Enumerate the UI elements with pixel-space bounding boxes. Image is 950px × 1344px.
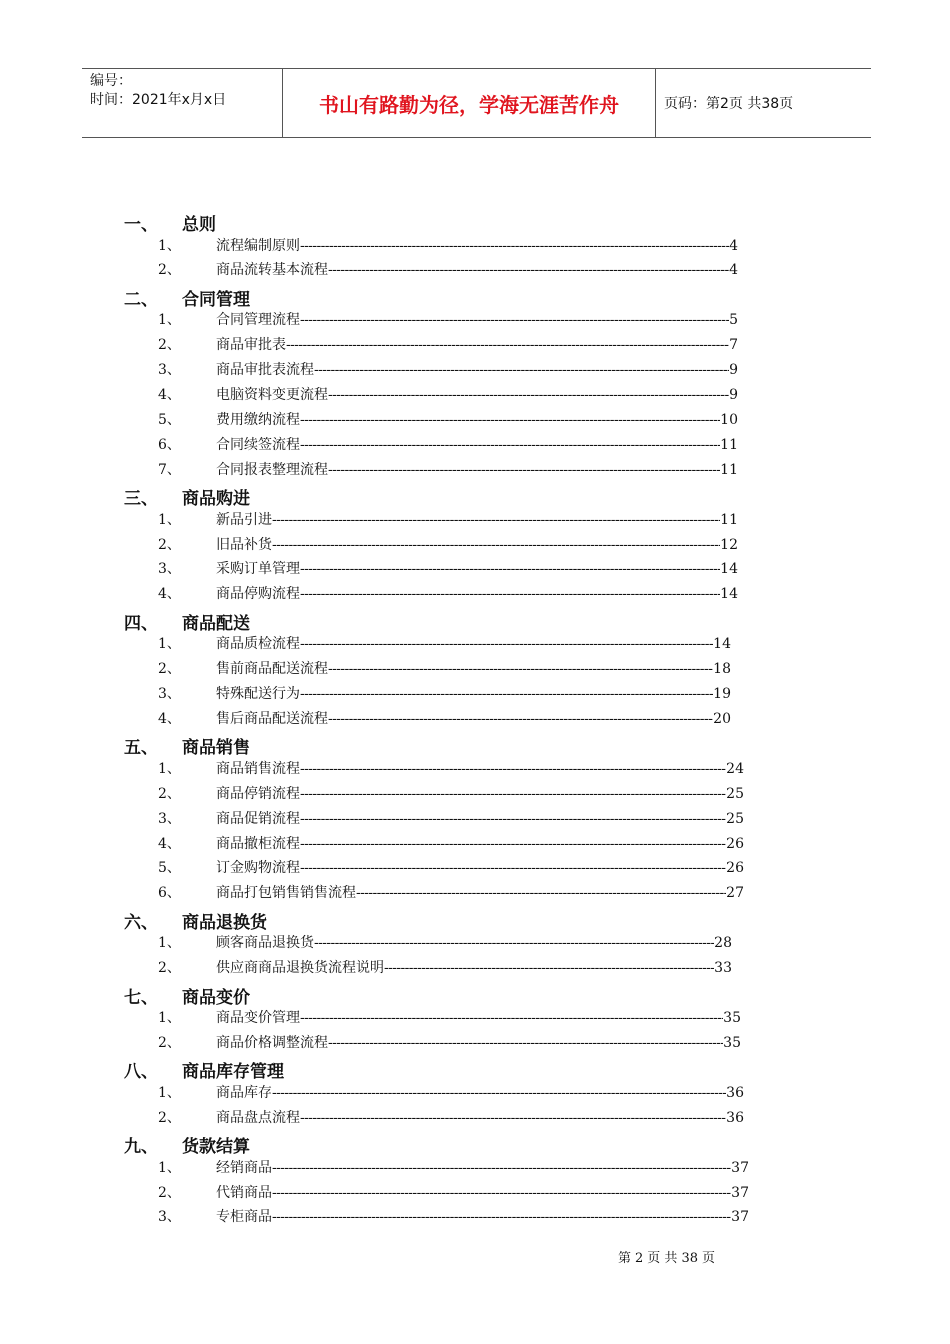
entry-page-number: 27 bbox=[726, 885, 744, 902]
entry-label: 合同报表整理流程 bbox=[216, 461, 328, 478]
entry-page-number: 14 bbox=[720, 561, 738, 578]
entry-page-number: 33 bbox=[714, 960, 732, 977]
entry-page-number: 19 bbox=[713, 686, 731, 702]
entry-label: 售后商品配送流程 bbox=[216, 710, 328, 727]
entry-number: 2、 bbox=[158, 1184, 181, 1201]
section-number: 六、 bbox=[124, 912, 158, 933]
dot-leader bbox=[300, 858, 726, 878]
entry-label: 售前商品配送流程 bbox=[216, 661, 328, 678]
time-label: 时间：2021年x月x日 bbox=[90, 92, 227, 108]
entry-page-number: 37 bbox=[731, 1184, 749, 1201]
entry-page-number: 4 bbox=[729, 262, 738, 279]
entry-number: 1、 bbox=[158, 760, 181, 777]
entry-page-number: 26 bbox=[726, 835, 744, 852]
entry-page-number: 28 bbox=[714, 935, 732, 952]
entry-page-number: 35 bbox=[723, 1034, 741, 1051]
entry-number: 3、 bbox=[158, 1209, 181, 1226]
entry-label: 商品审批表 bbox=[216, 337, 286, 354]
dot-leader bbox=[300, 236, 729, 256]
entry-number: 3、 bbox=[158, 686, 181, 702]
entry-label: 商品价格调整流程 bbox=[216, 1034, 328, 1051]
dot-leader bbox=[300, 834, 726, 854]
entry-label: 经销商品 bbox=[216, 1159, 272, 1176]
entry-page-number: 9 bbox=[729, 387, 738, 403]
entry-label: 专柜商品 bbox=[216, 1209, 272, 1226]
dot-leader bbox=[300, 584, 720, 604]
entry-label: 商品库存 bbox=[216, 1084, 272, 1101]
header-page-info: 页码：第2页 共38页 bbox=[664, 96, 794, 112]
entry-page-number: 36 bbox=[726, 1084, 744, 1101]
entry-number: 2、 bbox=[158, 960, 181, 977]
entry-label: 商品变价管理 bbox=[216, 1010, 300, 1026]
entry-number: 3、 bbox=[158, 362, 181, 379]
dot-leader bbox=[272, 535, 720, 555]
entry-label: 流程编制原则 bbox=[216, 237, 300, 254]
section-title: 货款结算 bbox=[182, 1137, 250, 1158]
entry-label: 商品质检流程 bbox=[216, 636, 300, 653]
entry-label: 订金购物流程 bbox=[216, 860, 300, 877]
entry-number: 1、 bbox=[158, 312, 181, 329]
entry-number: 7、 bbox=[158, 461, 181, 478]
dot-leader bbox=[300, 435, 720, 455]
entry-label: 新品引进 bbox=[216, 511, 272, 528]
entry-number: 1、 bbox=[158, 1084, 181, 1101]
dot-leader bbox=[272, 1158, 731, 1178]
entry-page-number: 37 bbox=[731, 1159, 749, 1176]
entry-number: 2、 bbox=[158, 536, 181, 553]
entry-label: 商品打包销售销售流程 bbox=[216, 885, 356, 902]
footer-page-num: 2 bbox=[635, 1251, 644, 1266]
entry-page-number: 9 bbox=[729, 362, 738, 379]
section-title: 商品退换货 bbox=[182, 912, 267, 933]
entry-page-number: 20 bbox=[713, 710, 731, 727]
entry-label: 商品促销流程 bbox=[216, 810, 300, 827]
entry-number: 1、 bbox=[158, 1010, 181, 1026]
entry-label: 顾客商品退换货 bbox=[216, 935, 314, 952]
entry-number: 3、 bbox=[158, 561, 181, 578]
entry-label: 商品停销流程 bbox=[216, 785, 300, 802]
section-title: 商品库存管理 bbox=[182, 1062, 284, 1083]
dot-leader bbox=[328, 385, 729, 405]
entry-page-number: 14 bbox=[720, 586, 738, 603]
entry-number: 1、 bbox=[158, 1159, 181, 1176]
entry-number: 4、 bbox=[158, 835, 181, 852]
entry-number: 2、 bbox=[158, 262, 181, 279]
entry-number: 1、 bbox=[158, 511, 181, 528]
entry-page-number: 10 bbox=[720, 411, 738, 428]
entry-number: 6、 bbox=[158, 885, 181, 902]
dot-leader bbox=[328, 709, 713, 729]
dot-leader bbox=[300, 684, 713, 704]
dot-leader bbox=[300, 1108, 726, 1128]
entry-page-number: 12 bbox=[720, 536, 738, 553]
entry-number: 2、 bbox=[158, 1034, 181, 1051]
entry-number: 4、 bbox=[158, 586, 181, 603]
footer-total: 38 bbox=[681, 1251, 698, 1266]
entry-label: 特殊配送行为 bbox=[216, 686, 300, 702]
entry-number: 1、 bbox=[158, 935, 181, 952]
section-number: 七、 bbox=[124, 987, 158, 1008]
section-title: 商品销售 bbox=[182, 738, 250, 759]
footer-suffix: 页 bbox=[701, 1251, 715, 1266]
entry-label: 合同管理流程 bbox=[216, 312, 300, 329]
entry-number: 3、 bbox=[158, 810, 181, 827]
entry-page-number: 26 bbox=[726, 860, 744, 877]
dot-leader bbox=[328, 1033, 723, 1053]
entry-number: 4、 bbox=[158, 710, 181, 727]
entry-label: 合同续签流程 bbox=[216, 436, 300, 453]
entry-number: 2、 bbox=[158, 785, 181, 802]
entry-label: 采购订单管理 bbox=[216, 561, 300, 578]
section-number: 三、 bbox=[124, 489, 158, 510]
dot-leader bbox=[314, 360, 729, 380]
entry-label: 供应商商品退换货流程说明 bbox=[216, 960, 384, 977]
entry-page-number: 11 bbox=[720, 436, 738, 453]
entry-label: 商品流转基本流程 bbox=[216, 262, 328, 279]
footer-prefix: 第 bbox=[618, 1251, 632, 1266]
dot-leader bbox=[272, 1083, 726, 1103]
entry-page-number: 4 bbox=[729, 237, 738, 254]
dot-leader bbox=[272, 1183, 731, 1203]
dot-leader bbox=[272, 1207, 731, 1227]
section-title: 商品购进 bbox=[182, 489, 250, 510]
entry-page-number: 25 bbox=[726, 810, 744, 827]
entry-label: 电脑资料变更流程 bbox=[216, 387, 328, 403]
entry-label: 旧品补货 bbox=[216, 536, 272, 553]
dot-leader bbox=[384, 958, 714, 978]
entry-number: 5、 bbox=[158, 411, 181, 428]
entry-page-number: 35 bbox=[723, 1010, 741, 1026]
dot-leader bbox=[300, 784, 726, 804]
entry-number: 6、 bbox=[158, 436, 181, 453]
entry-page-number: 25 bbox=[726, 785, 744, 802]
dot-leader bbox=[300, 809, 726, 829]
dot-leader bbox=[300, 310, 729, 330]
section-title: 商品变价 bbox=[182, 987, 250, 1008]
dot-leader bbox=[300, 634, 713, 654]
entry-label: 费用缴纳流程 bbox=[216, 411, 300, 428]
entry-page-number: 14 bbox=[713, 636, 731, 653]
section-number: 一、 bbox=[124, 215, 158, 235]
entry-number: 1、 bbox=[158, 636, 181, 653]
entry-number: 4、 bbox=[158, 387, 181, 403]
entry-page-number: 7 bbox=[729, 337, 738, 354]
page-footer bbox=[618, 1247, 719, 1266]
section-number: 八、 bbox=[124, 1062, 158, 1083]
section-number: 五、 bbox=[124, 738, 158, 759]
footer-mid: 页 共 bbox=[647, 1251, 678, 1266]
entry-label: 商品停购流程 bbox=[216, 586, 300, 603]
section-number: 九、 bbox=[124, 1137, 158, 1158]
entry-label: 商品撤柜流程 bbox=[216, 835, 300, 852]
entry-page-number: 37 bbox=[731, 1209, 749, 1226]
dot-leader bbox=[314, 933, 714, 953]
entry-number: 2、 bbox=[158, 661, 181, 678]
dot-leader bbox=[300, 1008, 723, 1028]
dot-leader bbox=[356, 883, 726, 903]
entry-number: 5、 bbox=[158, 860, 181, 877]
entry-label: 商品审批表流程 bbox=[216, 362, 314, 379]
section-title: 总则 bbox=[182, 215, 216, 235]
section-title: 商品配送 bbox=[182, 613, 250, 634]
section-title: 合同管理 bbox=[182, 289, 250, 310]
entry-number: 1、 bbox=[158, 237, 181, 254]
entry-page-number: 18 bbox=[713, 661, 731, 678]
dot-leader bbox=[328, 460, 720, 480]
entry-page-number: 11 bbox=[720, 461, 738, 478]
entry-page-number: 11 bbox=[720, 511, 738, 528]
dot-leader bbox=[300, 759, 726, 779]
entry-number: 2、 bbox=[158, 1109, 181, 1126]
section-number: 二、 bbox=[124, 289, 158, 310]
entry-label: 代销商品 bbox=[216, 1184, 272, 1201]
dot-leader bbox=[286, 335, 729, 355]
dot-leader bbox=[328, 260, 729, 280]
entry-number: 2、 bbox=[158, 337, 181, 354]
entry-label: 商品销售流程 bbox=[216, 760, 300, 777]
section-number: 四、 bbox=[124, 613, 158, 634]
dot-leader bbox=[272, 510, 720, 530]
entry-page-number: 36 bbox=[726, 1109, 744, 1126]
entry-page-number: 5 bbox=[729, 312, 738, 329]
dot-leader bbox=[300, 410, 720, 430]
entry-label: 商品盘点流程 bbox=[216, 1109, 300, 1126]
dot-leader bbox=[300, 559, 720, 579]
entry-page-number: 24 bbox=[726, 760, 744, 777]
dot-leader bbox=[328, 659, 713, 679]
code-label: 编号： bbox=[90, 73, 132, 89]
header-motto: 书山有路勤为径，学海无涯苦作舟 bbox=[319, 92, 619, 117]
